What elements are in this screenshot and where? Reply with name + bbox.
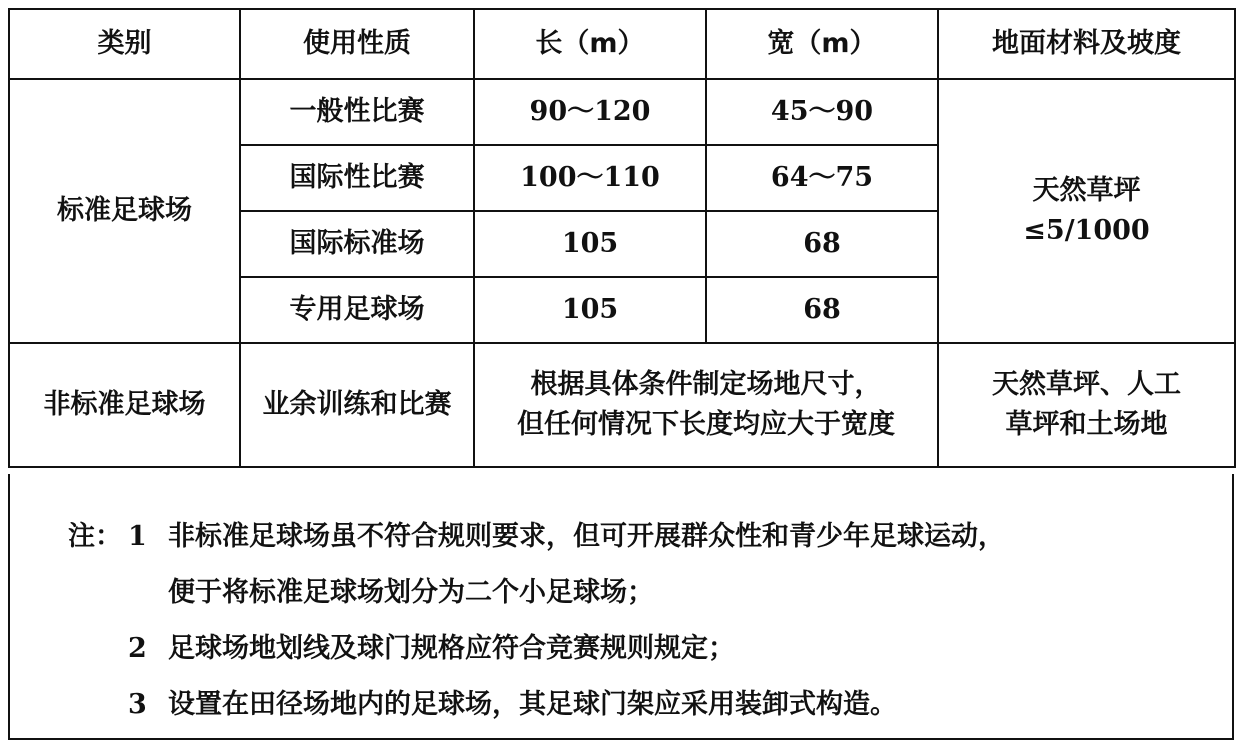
length-cell: 105 xyxy=(474,277,706,343)
note-item xyxy=(128,514,1005,553)
size-nonstandard xyxy=(474,343,938,467)
header-length: 长（m） xyxy=(474,9,706,79)
category-standard: 标准足球场 xyxy=(9,79,240,343)
length-cell: 100～110 xyxy=(474,145,706,211)
category-nonstandard: 非标准足球场 xyxy=(9,343,240,467)
notes-prefix: 注： xyxy=(68,521,122,552)
header-use: 使用性质 xyxy=(240,9,474,79)
width-cell: 68 xyxy=(706,277,938,343)
use-cell: 国际性比赛 xyxy=(240,145,474,211)
table-row xyxy=(9,343,1235,467)
length-cell: 90～120 xyxy=(474,79,706,145)
spec-sheet xyxy=(8,8,1234,740)
header-width: 宽（m） xyxy=(706,9,938,79)
surface-standard-line2: ≤5/1000 xyxy=(1023,215,1150,246)
use-cell: 国际标准场 xyxy=(240,211,474,277)
note-item xyxy=(128,682,897,721)
surface-nonstandard xyxy=(938,343,1235,467)
note-text: 足球场地划线及球门规格应符合竞赛规则规定； xyxy=(168,633,735,664)
use-cell: 一般性比赛 xyxy=(240,79,474,145)
header-category: 类别 xyxy=(9,9,240,79)
use-cell: 专用足球场 xyxy=(240,277,474,343)
note-number: 3 xyxy=(128,689,147,720)
use-cell: 业余训练和比赛 xyxy=(240,343,474,467)
note-number: 1 xyxy=(128,521,147,552)
width-cell: 68 xyxy=(706,211,938,277)
note-number: 2 xyxy=(128,633,147,664)
header-surface: 地面材料及坡度 xyxy=(938,9,1235,79)
surface-nonstandard-line1: 天然草坪、人工 xyxy=(992,368,1181,400)
length-cell: 105 xyxy=(474,211,706,277)
table-row xyxy=(9,79,1235,145)
notes-box xyxy=(8,474,1234,740)
note-text: 便于将标准足球场划分为二个小足球场； xyxy=(168,577,654,608)
width-cell: 45～90 xyxy=(706,79,938,145)
size-nonstandard-line2: 但任何情况下长度均应大于宽度 xyxy=(517,409,895,440)
size-nonstandard-line1: 根据具体条件制定场地尺寸， xyxy=(530,368,882,400)
note-text: 设置在田径场地内的足球场，其足球门架应采用装卸式构造。 xyxy=(168,689,897,720)
note-item-continued xyxy=(168,570,654,609)
football-field-spec-table xyxy=(8,8,1236,468)
surface-nonstandard-line2: 草坪和土场地 xyxy=(1005,409,1168,440)
note-text: 非标准足球场虽不符合规则要求，但可开展群众性和青少年足球运动， xyxy=(168,521,1005,552)
surface-standard-line1: 天然草坪 xyxy=(1032,174,1141,206)
width-cell: 64～75 xyxy=(706,145,938,211)
surface-standard xyxy=(938,79,1235,343)
header-row xyxy=(9,9,1235,79)
note-item xyxy=(128,626,735,665)
